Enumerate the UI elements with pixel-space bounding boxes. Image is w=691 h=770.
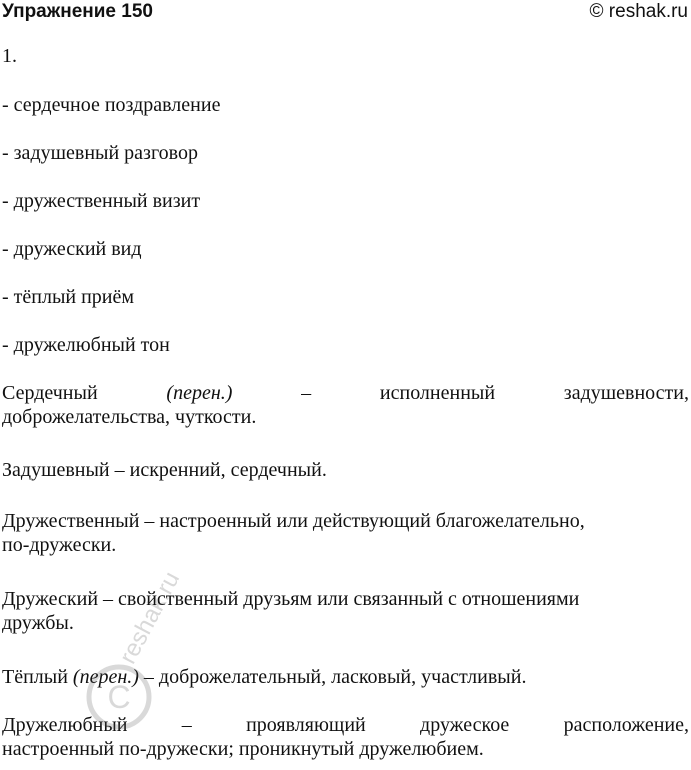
definition-line — [2, 381, 689, 405]
dash: – — [181, 714, 192, 736]
usage-note: (перен.) — [166, 382, 233, 404]
definition-line: по-дружески. — [2, 534, 117, 556]
definition-word: проявляющий — [246, 714, 366, 736]
page-header — [2, 0, 688, 24]
definition-word: дружеское — [420, 714, 510, 736]
watermark-text: reshak.ru — [114, 567, 186, 669]
usage-note: (перен.) — [72, 666, 139, 688]
copyright-c-icon: C — [107, 679, 131, 715]
copyright-label: © reshak.ru — [589, 1, 688, 22]
definition-term: Тёплый — [2, 666, 68, 688]
definition-line — [2, 713, 689, 737]
definition-word: расположение, — [563, 714, 689, 736]
definition-paragraph — [2, 587, 689, 635]
definition-paragraph — [2, 381, 689, 429]
phrase-item: - тёплый приём — [2, 286, 135, 308]
phrase-item: - дружелюбный тон — [2, 334, 170, 356]
definition-line: дружбы. — [2, 612, 74, 634]
definition-paragraph: Задушевный – искренний, сердечный. — [2, 459, 327, 481]
definition-word: задушевности, — [563, 382, 689, 404]
dash: – — [301, 382, 312, 404]
definition-line: Дружеский – свойственный друзьям или связанный с отношениями — [2, 588, 580, 610]
phrase-item: - дружественный визит — [2, 190, 201, 212]
phrase-item: - сердечное поздравление — [2, 94, 221, 116]
definition-term: Сердечный — [2, 382, 98, 404]
definition-line: Дружественный – настроенный или действующий благожелательно, — [2, 510, 585, 532]
definition-text: – доброжелательный, ласковый, участливый. — [143, 666, 527, 688]
exercise-title: Упражнение 150 — [2, 1, 153, 22]
definition-term: Дружелюбный — [2, 714, 128, 736]
definition-paragraph — [2, 665, 526, 689]
definition-paragraph — [2, 509, 689, 557]
phrase-item: - дружеский вид — [2, 238, 142, 260]
definition-word: исполненный — [379, 382, 496, 404]
task-number: 1. — [2, 45, 17, 67]
definition-line: доброжелательства, чуткости. — [2, 406, 257, 428]
phrase-item: - задушевный разговор — [2, 142, 198, 164]
definition-paragraph — [2, 713, 689, 761]
definition-line: настроенный по-дружески; проникнутый дружелюбием. — [2, 738, 484, 760]
